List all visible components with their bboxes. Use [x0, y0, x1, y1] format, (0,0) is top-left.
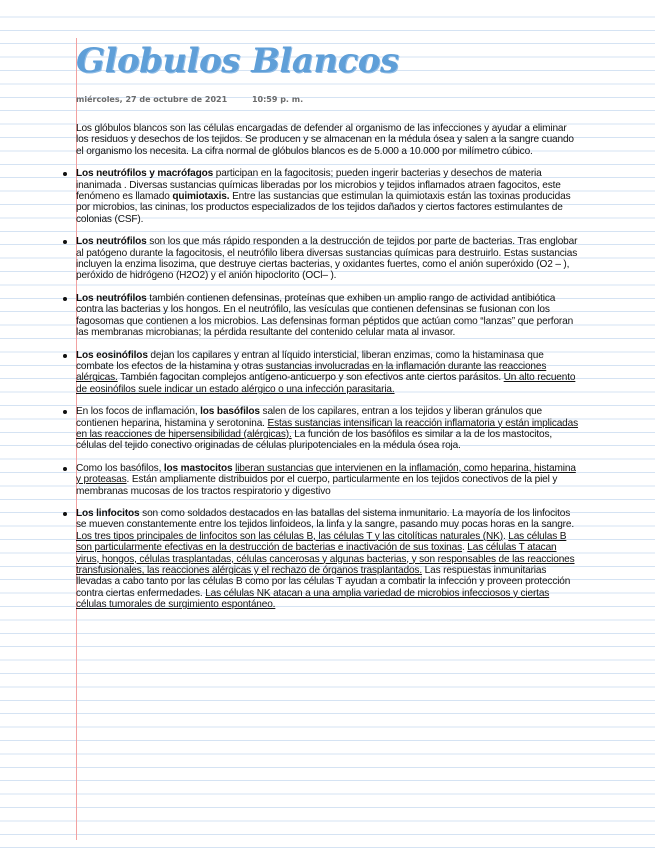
item-text: Como los basófilos,: [76, 462, 164, 474]
list-item-neutrofilos-macrofagos: [76, 168, 581, 225]
item-text: participan en la fagocitosis; pueden ingerir bacterias y desechos de materia inanimada . Diversas sustancias químicas liberadas por los microbios y tejidos inflamados atraen fagocitos, este fenómeno es llamado: [76, 168, 561, 203]
bold-term: Los neutrófilos y macrófagos: [76, 168, 214, 180]
item-text: .: [502, 530, 509, 542]
underlined-text: Estas sustancias intensifican la reacción inflamatoria y están implicadas en las reacciones de hipersensibilidad (alérgicas).: [76, 417, 579, 440]
item-text: también contienen defensinas, proteínas que exhiben un amplio rango de actividad antibiótica contra las bacterias y los hongos. En el neutrófilo, las vesículas que contienen defensinas se fusionan con los fagosomas que contienen a los microbios. Las defensinas forman péptidos que actúan como “lanzas” que perforan las membranas microbianas; la pérdida resultante del contenido celular mata al invasor.: [76, 292, 574, 339]
item-text: La función de los basófilos es similar a la de los mastocitos, células del tejido conectivo originadas de células pluripotenciales en la médula ósea roja.: [76, 428, 553, 452]
item-text: son como soldados destacados en las batallas del sistema inmunitario. La mayoría de los linfocitos se mueven constantemente entre los tejidos linfoideos, la linfa y la sangre, pasando muy pocas horas en la sangre.: [76, 507, 574, 531]
underlined-text: Las células NK atacan a una amplia variedad de microbios infecciosos y ciertas células tumorales de surgimiento espontáneo.: [76, 587, 550, 611]
note-content: [76, 123, 581, 622]
item-text: Las respuestas inmunitarias llevadas a cabo tanto por las células B como por las células T ayudan a combatir la infección y proveen protección contra ciertas enfermedades.: [76, 565, 571, 599]
underlined-text: liberan sustancias que intervienen en la inflamación, como heparina, histamina y proteasas: [76, 462, 576, 486]
item-text: son los que más rápido responden a la destrucción de tejidos por parte de bacterias. Tras englobar al patógeno durante la fagocitosis, el neutrófilo libera diversas sustancias químicas para destruirlo. Estas sustancias incluyen la enzima lisozima, que destruye ciertas bacterias, y oxidantes fuertes, como el anión superóxido (O2 – ), peróxido de hidrógeno (H2O2) y el anión hipoclorito (OCl– ).: [76, 236, 578, 282]
bullet-icon: [63, 297, 67, 301]
item-text: En los focos de inflamación,: [76, 406, 201, 418]
page-date: miércoles, 27 de octubre de 2021: [76, 95, 228, 104]
item-text: dejan los capilares y entran al líquido intersticial, liberan enzimas, como la histaminasa que combate los efectos de la histamina y otras: [76, 349, 544, 372]
underlined-text: sustancias involucradas en la inflamación durante las reacciones alérgicas.: [76, 360, 547, 384]
bullet-icon: [63, 240, 67, 244]
item-text: .: [461, 542, 468, 554]
list-item-neutrofilos: [76, 236, 581, 282]
underlined-text: Los tres tipos principales de linfocitos son las células B, las células T y las citolíticas naturales (NK): [76, 530, 503, 542]
list-item-linfocitos: [76, 508, 581, 611]
intro-paragraph: Los glóbulos blancos son las células encargadas de defender al organismo de las infecciones y ayudar a eliminar los residuos y desechos de los tejidos. Se producen y se almacenan en la médula ósea y salen a la sangre cuando el organismo los necesita. La cifra normal de glóbulos blancos es de 5.000 a 10.000 por milímetro cúbico.: [76, 123, 574, 157]
bullet-list: [76, 168, 581, 610]
bold-term: Los neutrófilos: [76, 236, 147, 248]
item-text: Entre las sustancias que estimulan la quimiotaxis están las toxinas producidas por microbios, las cininas, los productos especializados de los tejidos dañados y ciertos factores estimulantes de colonias (CSF).: [76, 191, 571, 225]
bullet-icon: [63, 172, 67, 176]
bullet-icon: [63, 354, 67, 358]
bold-term: Los eosinófilos: [76, 349, 148, 361]
bold-term: los basófilos: [200, 406, 260, 418]
bold-term: Los linfocitos: [76, 507, 140, 519]
underlined-text: Un alto recuento de eosinófilos suele indicar un estado alérgico o una infección parasitaria.: [76, 372, 576, 395]
item-text: También fagocitan complejos antígeno-anticuerpo y son efectivos ante ciertos parásitos.: [117, 372, 504, 384]
bullet-icon: [63, 467, 67, 471]
bullet-icon: [63, 512, 67, 516]
page-meta: [76, 95, 303, 104]
item-text: salen de los capilares, entran a los tejidos y liberan gránulos que contienen heparina, histamina y serotonina.: [76, 406, 543, 429]
list-item-neutrofilos-defensinas: [76, 293, 581, 339]
page-time: 10:59 p. m.: [251, 95, 304, 104]
bold-term: los mastocitos: [163, 462, 233, 474]
page-title: Globulos Blancos: [76, 41, 399, 81]
bold-term: Los neutrófilos: [76, 292, 147, 304]
underlined-text: Las células B son particularmente efectivas en la destrucción de bacterias e inactivación de sus toxinas: [76, 530, 567, 554]
bullet-icon: [63, 410, 67, 414]
bold-term: quimiotaxis.: [172, 191, 230, 203]
list-item-eosinofilos: [76, 350, 581, 396]
underlined-text: Las células T atacan virus, hongos, células trasplantadas, células cancerosas y algunas bacterias, y son responsables de las reacciones transfusionales, las reacciones alérgicas y el rechazo de órganos trasplantados.: [76, 542, 575, 576]
list-item-mastocitos: [76, 463, 581, 497]
item-text: . Están ampliamente distribuidos por el cuerpo, particularmente en los tejidos conectivos de la piel y membranas mucosas de los tractos respiratorio y digestivo: [76, 474, 558, 497]
list-item-basofilos: [76, 406, 581, 452]
